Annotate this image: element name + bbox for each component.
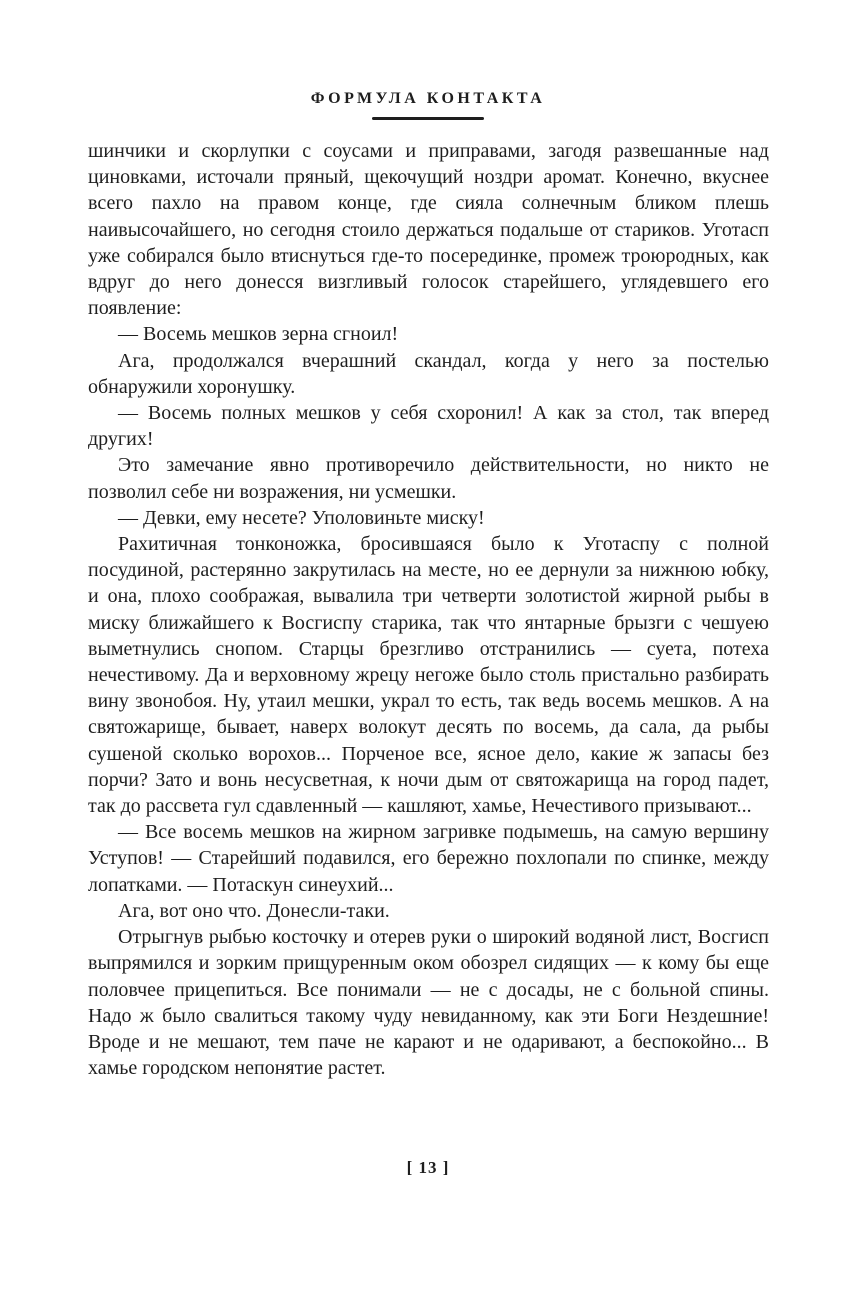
paragraph: Ага, вот оно что. Донесли-таки. <box>118 899 390 922</box>
paragraph: Рахитичная тонконожка, бросившаяся было к Уготаспу с полной посудиной, растерянно закрутилась на месте, но ее дернули за нижнюю юбку, и она, плохо соображая, вывалила три четверти золотистой жирной рыбы в миску ближайшего к Восгиспу старика, так что янтарные брызги с чешуею выметнулись снопом. Старцы брезгливо отстранились — суета, потеха нечестивому. Да и верховному жрецу негоже было столь пристально разбирать вину звонобоя. Ну, утаил мешки, украл то есть, так ведь восемь мешков. А на святожарище, бывает, наверх волокут десять по восемь, да сала, да рыбы сушеной сколько ворохов... Порченое все, ясное дело, какие ж запасы без порчи? Зато и вонь несусветная, к ночи дым от святожарища на город падет, так до рассвета гул сдавленный — кашляют, хамье, Нечестивого призывают... <box>88 533 769 818</box>
paragraph: Это замечание явно противоречило действительности, но никто не позволил себе ни возражения, ни усмешки. <box>88 454 769 503</box>
paragraph: шинчики и скорлупки с соусами и приправами, загодя развешанные над циновками, источали пряный, щекочущий ноздри аромат. Конечно, вкуснее всего пахло на правом конце, где сияла солнечным бликом плешь наивысочайшего, но сегодня стоило держаться подальше от стариков. Уготасп уже собирался было втиснуться где-то посерединке, промеж троюродных, как вдруг до него донесся визгливый голосок старейшего, углядевшего его появление: <box>88 140 769 320</box>
dialog-paragraph: — Восемь мешков зерна сгноил! <box>118 323 399 346</box>
paragraph: Отрыгнув рыбью косточку и отерев руки о широкий водяной лист, Восгисп выпрямился и зорким прищуренным оком обозрел сидящих — к кому бы еще половчее прицепиться. Все понимали — не с досады, не с больной спины. Надо ж было свалиться такому чуду невиданному, как эти Боги Нездешние! Вроде и не мешают, тем паче не карают и не одаривают, а беспокойно... В хамье городском непонятие растет. <box>88 926 769 1080</box>
page-footer <box>0 1158 856 1178</box>
paragraph: Ага, продолжался вчерашний скандал, когда у него за постелью обнаружили хоронушку. <box>88 349 769 398</box>
dialog-paragraph: — Девки, ему несете? Уполовиньте миску! <box>118 506 485 529</box>
page-title: ФОРМУЛА КОНТАКТА <box>310 90 546 107</box>
page-header <box>0 90 856 120</box>
text-block <box>88 138 769 1081</box>
dialog-paragraph: — Все восемь мешков на жирном загривке подымешь, на самую вершину Уступов! — Старейший подавился, его бережно похлопали по спинке, между лопатками. — Потаскун синеухий... <box>88 821 769 896</box>
dialog-paragraph: — Восемь полных мешков у себя схоронил! А как за стол, так вперед других! <box>88 402 769 451</box>
header-rule <box>372 117 484 120</box>
page-number: [ 13 ] <box>406 1158 450 1177</box>
